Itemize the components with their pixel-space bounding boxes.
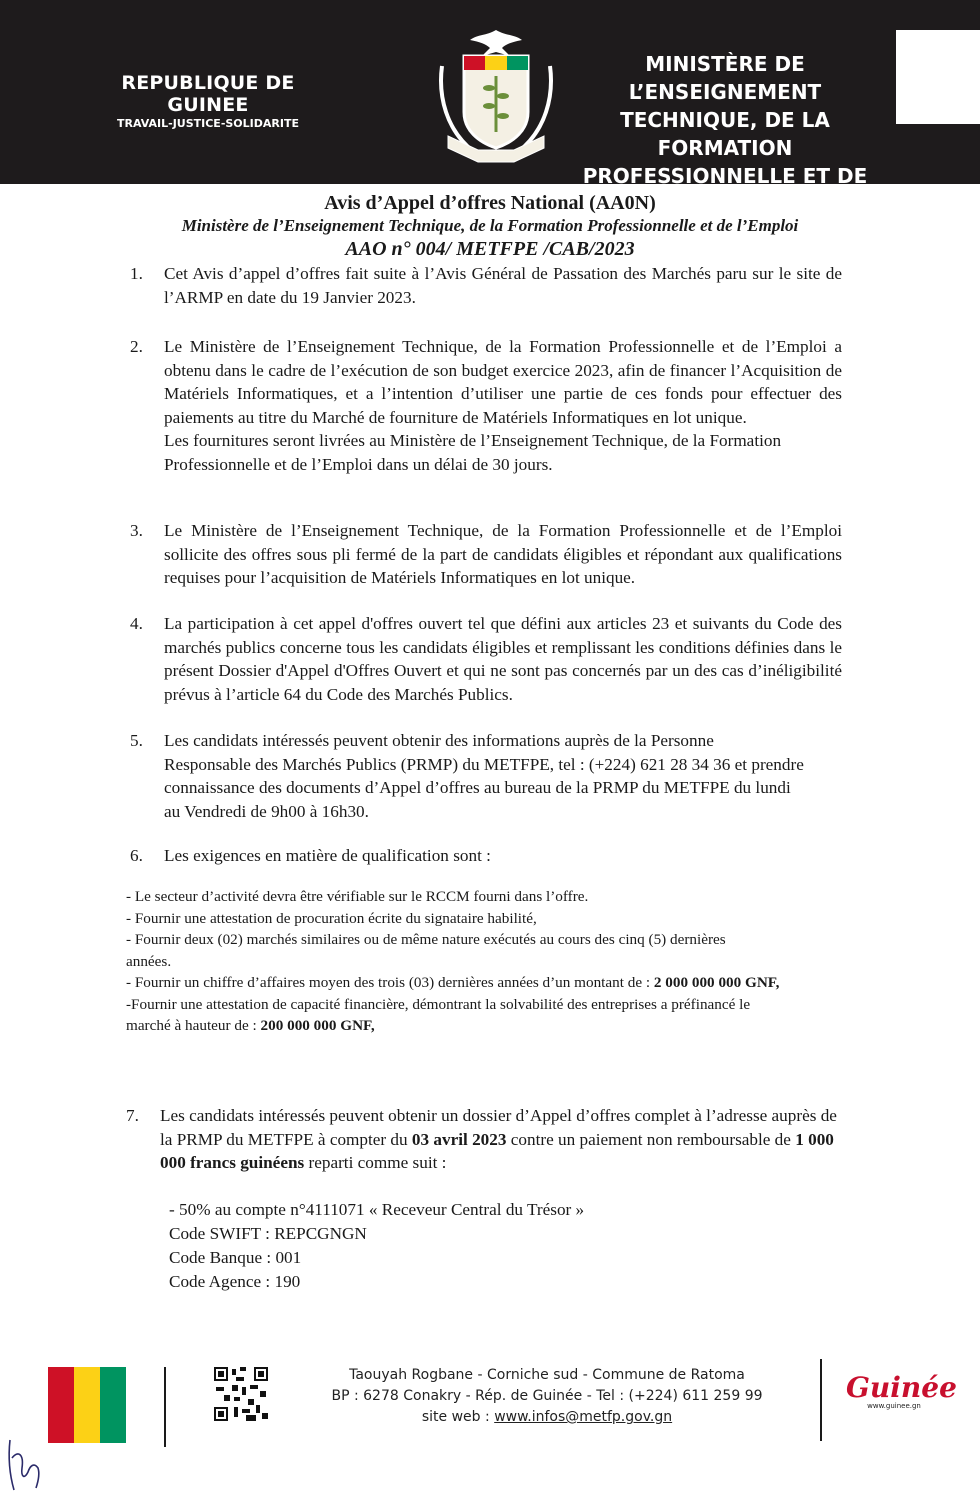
guinea-flag-icon (48, 1367, 126, 1443)
scan-margin (896, 30, 980, 124)
guinee-brand-logo (846, 1371, 957, 1410)
item-number: 5. (130, 731, 143, 750)
item7-date: 03 avril 2023 (411, 1129, 507, 1149)
item-paragraph: Le Ministère de l’Enseignement Technique, de la Formation Professionnelle et de l’Emploi sollicite des offres sous pli fermé de la part de candidats éligibles et répondant aux qualifications requises pour l’acquisition de Matériels Informatiques en lot unique. (164, 521, 842, 587)
brand-wordmark: Guinée (846, 1371, 957, 1404)
notice-item-3 (130, 519, 842, 590)
payment-swift: Code SWIFT : REPCGNGN (169, 1224, 367, 1243)
item-paragraph: Le Ministère de l’Enseignement Technique, de la Formation Professionnelle et de l’Emploi a obtenu dans le cadre de l’exécution de son budget exercice 2023, afin de financer l’Acquisition de Matériels Informatiques, et a l’intention d’utiliser une partie de ces fonds pour effectuer des paiements au titre du Marché de fourniture de Matériels Informatiques en lot unique. (164, 337, 842, 427)
ministry-line-2: TECHNIQUE, DE LA FORMATION (620, 108, 830, 160)
contact-address (292, 1365, 802, 1428)
item7-text: Les candidats intéressés peuvent obtenir un dossier d’Appel d’offres complet à l’adresse auprès de la PRMP du METFPE à compter du (160, 1106, 837, 1149)
divider (820, 1359, 822, 1441)
item-number: 1. (130, 264, 143, 283)
notice-item-6 (130, 844, 842, 868)
republic-motto: TRAVAIL-JUSTICE-SOLIDARITE (117, 117, 299, 130)
item-number: 7. (126, 1106, 139, 1125)
coat-of-arms-emblem (434, 26, 558, 168)
ministry-line-3: PROFESSIONNELLE ET DE L’EMPLOI (582, 164, 868, 216)
requirement-text: -Fournir une attestation de capacité financière, démontrant la solvabilité des entreprises a préfinancé le marché à hauteur de : (126, 995, 751, 1034)
item-number: 2. (130, 337, 143, 356)
requirement-amount: 2 000 000 000 GNF, (653, 974, 780, 991)
divider (164, 1367, 166, 1447)
item-paragraph: Les exigences en matière de qualification sont : (164, 846, 491, 865)
item-paragraph: Les fournitures seront livrées au Ministère de l’Enseignement Technique, de la Formation Professionnelle et de l’Emploi dans un délai de 30 jours. (164, 431, 782, 474)
notice-item-4 (130, 612, 842, 706)
payment-account: - 50% au compte n°4111071 « Receveur Central du Trésor » (169, 1200, 585, 1219)
requirement-line: - Fournir une attestation de procuration écrite du signataire habilité, (126, 909, 537, 927)
requirement-line: - Fournir deux (02) marchés similaires ou de même nature exécutés au cours des cinq (5) dernières années. (126, 931, 726, 970)
notice-item-2 (130, 335, 842, 476)
item7-text: contre un paiement non remboursable de (506, 1129, 796, 1149)
item-number: 3. (130, 521, 143, 540)
requirement-line (126, 972, 846, 994)
item-paragraph: Cet Avis d’appel d’offres fait suite à l’Avis Général de Passation des Marchés paru sur le site de l’ARMP en date du 19 Janvier 2023. (164, 264, 842, 307)
requirement-line: - Le secteur d’activité devra être vérifiable sur le RCCM fourni dans l’offre. (126, 888, 589, 905)
notice-item-1 (130, 262, 842, 309)
requirement-amount: 200 000 000 GNF, (260, 1017, 375, 1034)
requirement-text: - Fournir un chiffre d’affaires moyen des trois (03) dernières années d’un montant de : (126, 974, 654, 991)
qualification-requirements (126, 886, 846, 1037)
item7-amount: 1 000 000 francs guinéens (160, 1129, 834, 1172)
payment-agency-code: Code Agence : 190 (169, 1272, 301, 1291)
item-paragraph: La participation à cet appel d'offres ouvert tel que défini aux articles 23 et suivants du Code des marchés publics concerne tous les candidats éligibles et remplissant les conditions définies dans le présent Dossier d'Appel d'Offres Ouvert et qui ne sont pas concernés par un des cas d’inéligibilité prévus à l’article 64 du Code des Marchés Publics. (164, 614, 842, 704)
item-number: 6. (130, 846, 143, 865)
handwritten-initials (4, 1428, 44, 1494)
qr-code-icon (212, 1365, 270, 1423)
republic-block (78, 72, 338, 130)
notice-title: Avis d’Appel d’offres National (AA0N) (324, 192, 656, 214)
item-paragraph (160, 1104, 838, 1175)
brand-url: www.guinee.gn (867, 1402, 921, 1410)
payment-bank-code: Code Banque : 001 (169, 1248, 302, 1267)
notice-subtitle: Ministère de l’Enseignement Technique, de la Formation Professionnelle et de l’Emploi (181, 216, 799, 235)
website-label: site web : (421, 1409, 495, 1425)
footer (0, 1355, 980, 1455)
website-link[interactable]: www.infos@metfp.gov.gn (494, 1409, 673, 1425)
item7-text: reparti comme suit : (304, 1153, 447, 1172)
requirement-line (126, 994, 766, 1037)
address-line: BP : 6278 Conakry - Rép. de Guinée - Tel : (+224) 611 259 99 (331, 1388, 763, 1404)
notice-reference: AAO n° 004/ METFPE /CAB/2023 (345, 238, 635, 260)
item-paragraph: Les candidats intéressés peuvent obtenir des informations auprès de la Personne Responsable des Marchés Publics (PRMP) du METFPE, tel : (+224) 621 28 34 36 et prendre connaissance des documents d’Appel d’offres au bureau de la PRMP du METFPE du lundi au Vendredi de 9h00 à 16h30. (164, 731, 804, 821)
website-line (292, 1407, 802, 1428)
address-line: Taouyah Rogbane - Corniche sud - Commune de Ratoma (349, 1367, 745, 1383)
notice-item-5 (130, 729, 842, 823)
ministry-line-1: MINISTÈRE DE L’ENSEIGNEMENT (628, 52, 822, 104)
item-number: 4. (130, 614, 143, 633)
republic-title: REPUBLIQUE DE GUINEE (121, 72, 295, 116)
notice-item-7 (126, 1104, 838, 1175)
payment-details (169, 1198, 584, 1294)
